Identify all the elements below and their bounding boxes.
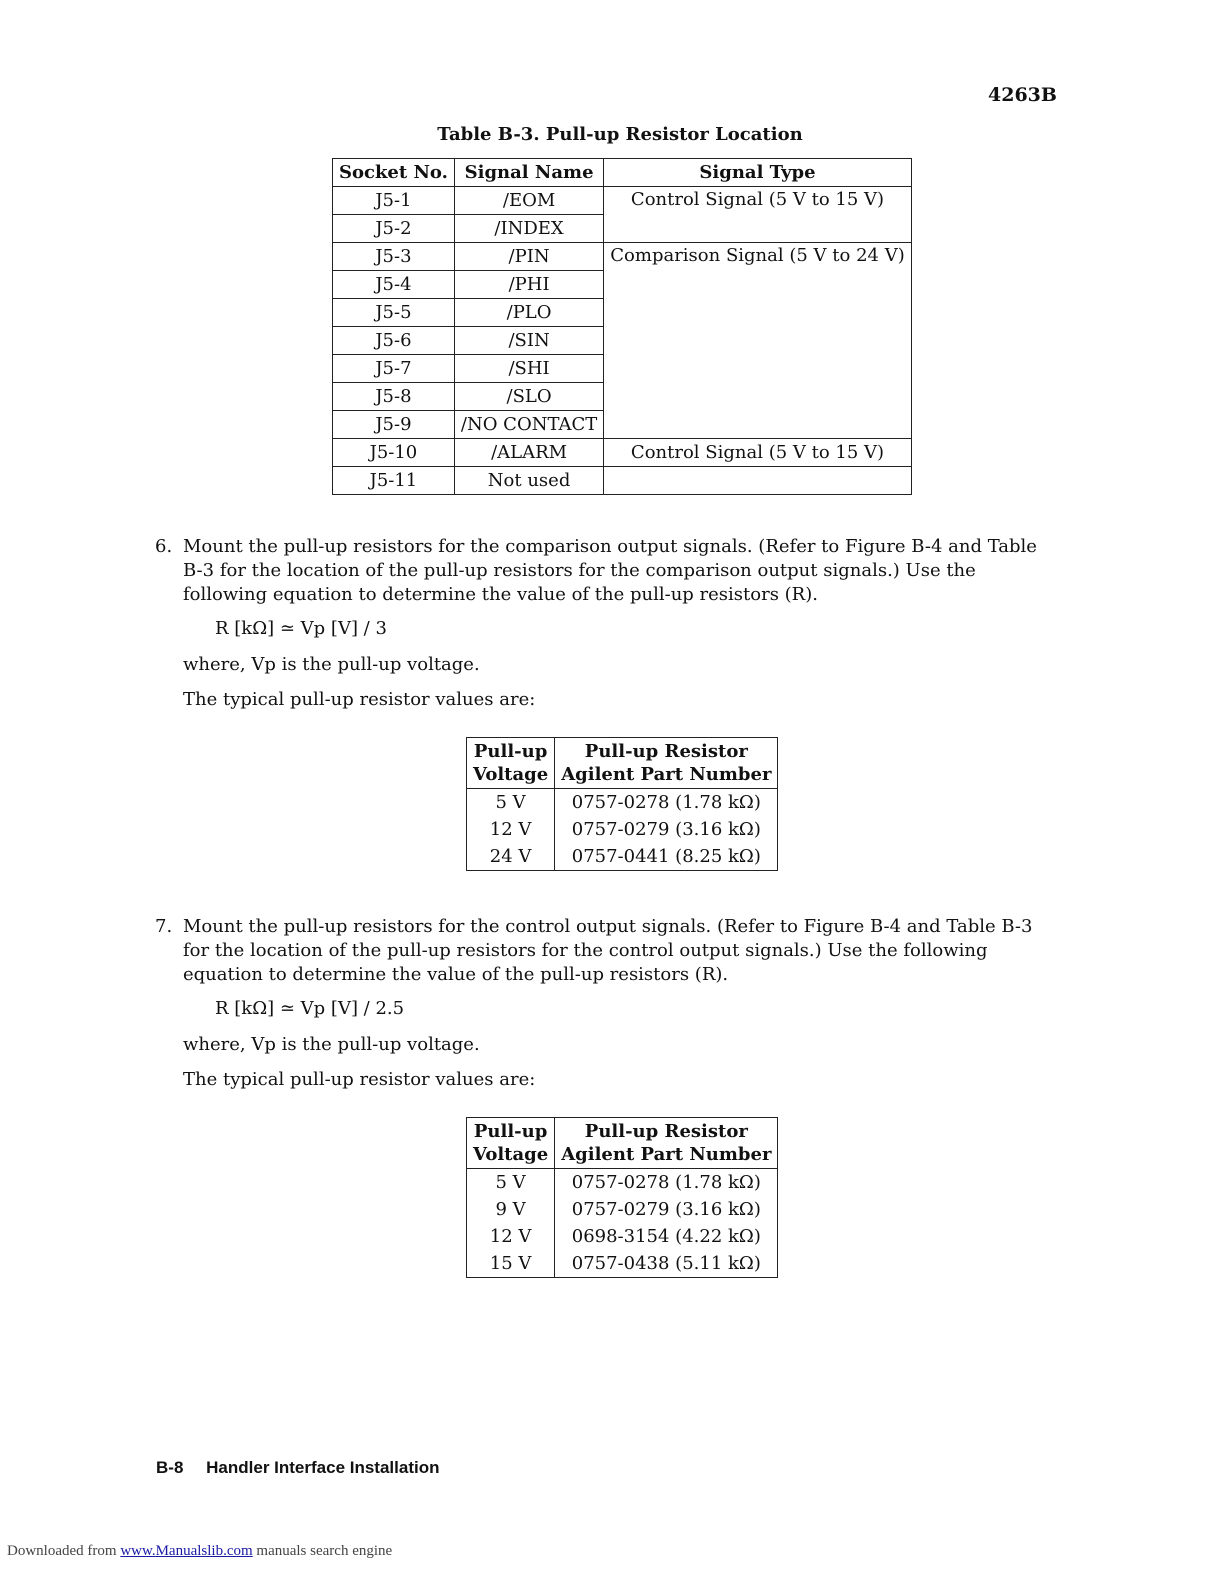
step-number: 6. bbox=[155, 536, 173, 557]
signal-cell: /PLO bbox=[454, 299, 603, 327]
socket-cell: J5-9 bbox=[333, 411, 455, 439]
table-row bbox=[333, 439, 912, 467]
socket-cell: J5-7 bbox=[333, 355, 455, 383]
step-7 bbox=[155, 915, 1055, 987]
signal-cell: /SIN bbox=[454, 327, 603, 355]
voltage-cell: 5 V bbox=[467, 789, 555, 817]
signal-cell: /ALARM bbox=[454, 439, 603, 467]
step-text: Mount the pull-up resistors for the comparison output signals. (Refer to Figure B-4 and Table B-3 for the location of the pull-up resistors for the comparison output signals.) Use the following equation to determine the value of the pull-up resistors (R). bbox=[183, 536, 1037, 605]
socket-cell: J5-2 bbox=[333, 215, 455, 243]
table-row bbox=[467, 816, 778, 843]
part-cell: 0757-0279 (3.16 kΩ) bbox=[555, 1196, 778, 1223]
equation-comparison: R [kΩ] ≃ Vp [V] / 3 bbox=[215, 618, 387, 639]
pull-up-resistor-location-table bbox=[332, 158, 912, 495]
table-b3-caption: Table B-3. Pull-up Resistor Location bbox=[437, 124, 803, 145]
voltage-cell: 12 V bbox=[467, 816, 555, 843]
download-prefix: Downloaded from bbox=[7, 1543, 117, 1559]
voltage-cell: 24 V bbox=[467, 843, 555, 871]
table-row bbox=[333, 243, 912, 271]
header-part-number: Pull-up Resistor Agilent Part Number bbox=[555, 1118, 778, 1169]
table-row bbox=[333, 467, 912, 495]
socket-cell: J5-11 bbox=[333, 467, 455, 495]
table-row bbox=[467, 843, 778, 871]
equation-control: R [kΩ] ≃ Vp [V] / 2.5 bbox=[215, 998, 405, 1019]
section-title: Handler Interface Installation bbox=[206, 1458, 440, 1477]
signal-cell: /SLO bbox=[454, 383, 603, 411]
header-signal-type: Signal Type bbox=[604, 159, 911, 187]
part-cell: 0757-0278 (1.78 kΩ) bbox=[555, 789, 778, 817]
header-pullup-voltage: Pull-up Voltage bbox=[467, 738, 555, 789]
part-cell: 0757-0441 (8.25 kΩ) bbox=[555, 843, 778, 871]
voltage-cell: 15 V bbox=[467, 1250, 555, 1278]
header-pullup-voltage: Pull-up Voltage bbox=[467, 1118, 555, 1169]
signal-type-comparison: Comparison Signal (5 V to 24 V) bbox=[604, 243, 911, 439]
manualslib-link[interactable]: www.Manualslib.com bbox=[120, 1543, 253, 1559]
step-number: 7. bbox=[155, 916, 173, 937]
signal-cell: /EOM bbox=[454, 187, 603, 215]
header-signal-name: Signal Name bbox=[454, 159, 603, 187]
socket-cell: J5-10 bbox=[333, 439, 455, 467]
part-cell: 0757-0278 (1.78 kΩ) bbox=[555, 1169, 778, 1197]
socket-cell: J5-4 bbox=[333, 271, 455, 299]
signal-cell: /PHI bbox=[454, 271, 603, 299]
table-row bbox=[467, 1169, 778, 1197]
table-row bbox=[333, 187, 912, 215]
socket-cell: J5-5 bbox=[333, 299, 455, 327]
voltage-cell: 5 V bbox=[467, 1169, 555, 1197]
voltage-cell: 9 V bbox=[467, 1196, 555, 1223]
part-cell: 0757-0279 (3.16 kΩ) bbox=[555, 816, 778, 843]
socket-cell: J5-8 bbox=[333, 383, 455, 411]
where-text: where, Vp is the pull-up voltage. bbox=[183, 1034, 480, 1055]
where-text: where, Vp is the pull-up voltage. bbox=[183, 654, 480, 675]
table-row bbox=[467, 1196, 778, 1223]
signal-cell: /SHI bbox=[454, 355, 603, 383]
signal-cell: /NO CONTACT bbox=[454, 411, 603, 439]
voltage-cell: 12 V bbox=[467, 1223, 555, 1250]
part-cell: 0698-3154 (4.22 kΩ) bbox=[555, 1223, 778, 1250]
table-row bbox=[467, 1250, 778, 1278]
typical-values-text: The typical pull-up resistor values are: bbox=[183, 1069, 536, 1090]
signal-cell: /INDEX bbox=[454, 215, 603, 243]
document-model-number: 4263B bbox=[988, 84, 1057, 106]
header-part-number: Pull-up Resistor Agilent Part Number bbox=[555, 738, 778, 789]
signal-cell: /PIN bbox=[454, 243, 603, 271]
table-row bbox=[467, 789, 778, 817]
signal-cell: Not used bbox=[454, 467, 603, 495]
signal-type-control: Control Signal (5 V to 15 V) bbox=[604, 187, 911, 243]
page-number: B-8 bbox=[156, 1458, 184, 1477]
download-suffix: manuals search engine bbox=[256, 1543, 393, 1559]
signal-type-unused bbox=[604, 467, 911, 495]
table-row bbox=[467, 1223, 778, 1250]
download-notice bbox=[7, 1543, 392, 1560]
part-cell: 0757-0438 (5.11 kΩ) bbox=[555, 1250, 778, 1278]
control-resistor-table bbox=[466, 1117, 778, 1278]
step-6 bbox=[155, 535, 1055, 607]
socket-cell: J5-6 bbox=[333, 327, 455, 355]
comparison-resistor-table bbox=[466, 737, 778, 871]
header-socket-no: Socket No. bbox=[333, 159, 455, 187]
typical-values-text: The typical pull-up resistor values are: bbox=[183, 689, 536, 710]
signal-type-control: Control Signal (5 V to 15 V) bbox=[604, 439, 911, 467]
socket-cell: J5-1 bbox=[333, 187, 455, 215]
socket-cell: J5-3 bbox=[333, 243, 455, 271]
page-footer bbox=[156, 1458, 439, 1478]
step-text: Mount the pull-up resistors for the control output signals. (Refer to Figure B-4 and Table B-3 for the location of the pull-up resistors for the control output signals.) Use the following equation to determine the value of the pull-up resistors (R). bbox=[183, 916, 1033, 985]
